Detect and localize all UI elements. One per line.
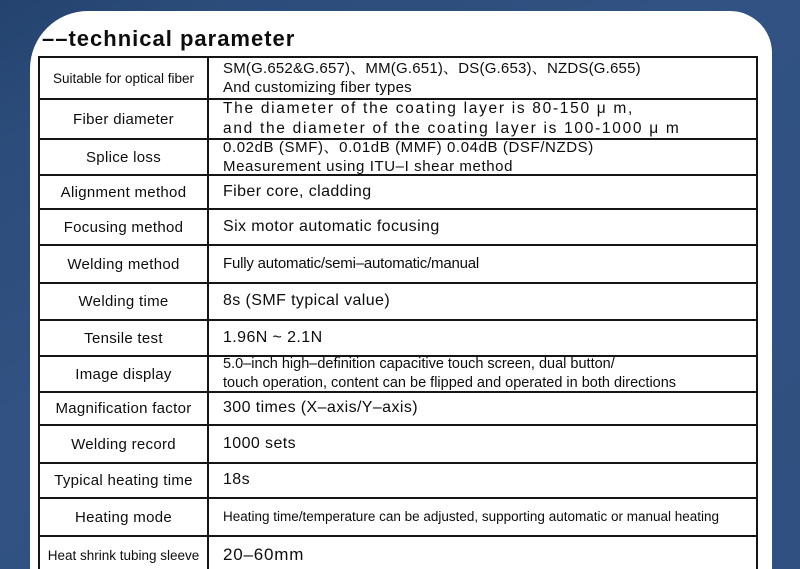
value-line: Fully automatic/semi–automatic/manual bbox=[223, 255, 480, 273]
value-line: Measurement using ITU–I shear method bbox=[223, 158, 514, 175]
value-line: 5.0–inch high–definition capacitive touch screen, dual button/ bbox=[223, 356, 615, 373]
row-label: Welding time bbox=[40, 284, 209, 319]
value-line: Fiber core, cladding bbox=[223, 182, 372, 200]
value-line: And customizing fiber types bbox=[223, 79, 412, 96]
value-line: 0.02dB (SMF)、0.01dB (MMF) 0.04dB (DSF/NZDS) bbox=[223, 138, 594, 156]
row-value bbox=[209, 393, 756, 424]
row-label: Focusing method bbox=[40, 210, 209, 244]
value-line: SM(G.652&G.657)、MM(G.651)、DS(G.653)、NZDS(G.655) bbox=[223, 59, 641, 77]
row-value bbox=[209, 464, 756, 497]
table-row bbox=[40, 176, 756, 210]
row-label: Fiber diameter bbox=[40, 100, 209, 138]
row-value bbox=[209, 100, 756, 138]
row-value bbox=[209, 499, 756, 535]
row-label: Suitable for optical fiber bbox=[40, 58, 209, 98]
row-label: Typical heating time bbox=[40, 464, 209, 497]
row-value bbox=[209, 176, 756, 208]
page-title: ––technical parameter bbox=[42, 26, 296, 51]
table-row bbox=[40, 537, 756, 569]
table-row bbox=[40, 100, 756, 140]
table-row bbox=[40, 426, 756, 464]
row-label: Heat shrink tubing sleeve bbox=[40, 537, 209, 569]
value-line: 1000 sets bbox=[223, 434, 296, 452]
table-row bbox=[40, 464, 756, 499]
table-row bbox=[40, 140, 756, 176]
table-row bbox=[40, 321, 756, 357]
spec-table bbox=[38, 56, 758, 569]
row-value bbox=[209, 357, 756, 391]
table-row bbox=[40, 357, 756, 393]
table-row bbox=[40, 58, 756, 100]
row-value bbox=[209, 284, 756, 319]
row-label: Heating mode bbox=[40, 499, 209, 535]
value-line: 300 times (X–axis/Y–axis) bbox=[223, 399, 418, 417]
value-line: 18s bbox=[223, 471, 250, 489]
content-panel bbox=[30, 11, 772, 569]
row-label: Tensile test bbox=[40, 321, 209, 355]
row-value bbox=[209, 210, 756, 244]
value-line: touch operation, content can be flipped and operated in both directions bbox=[223, 375, 677, 391]
row-label: Magnification factor bbox=[40, 393, 209, 424]
value-line: 20–60mm bbox=[223, 545, 305, 565]
row-label: Welding method bbox=[40, 246, 209, 282]
row-value bbox=[209, 246, 756, 282]
row-value bbox=[209, 140, 756, 174]
table-row bbox=[40, 210, 756, 246]
value-line: 8s (SMF typical value) bbox=[223, 292, 391, 310]
row-value bbox=[209, 321, 756, 355]
row-value bbox=[209, 426, 756, 462]
value-line: Heating time/temperature can be adjusted, supporting automatic or manual heating bbox=[223, 509, 720, 525]
table-row bbox=[40, 499, 756, 537]
value-line: 1.96N ~ 2.1N bbox=[223, 328, 323, 346]
table-row bbox=[40, 393, 756, 426]
value-line: The diameter of the coating layer is 80-150 μ m, bbox=[223, 100, 635, 118]
value-line: Six motor automatic focusing bbox=[223, 217, 440, 235]
table-row bbox=[40, 284, 756, 321]
row-label: Welding record bbox=[40, 426, 209, 462]
value-line: and the diameter of the coating layer is 100-1000 μ m bbox=[223, 120, 681, 137]
row-value bbox=[209, 58, 756, 98]
row-value bbox=[209, 537, 756, 569]
row-label: Splice loss bbox=[40, 140, 209, 174]
table-row bbox=[40, 246, 756, 284]
row-label: Image display bbox=[40, 357, 209, 391]
row-label: Alignment method bbox=[40, 176, 209, 208]
